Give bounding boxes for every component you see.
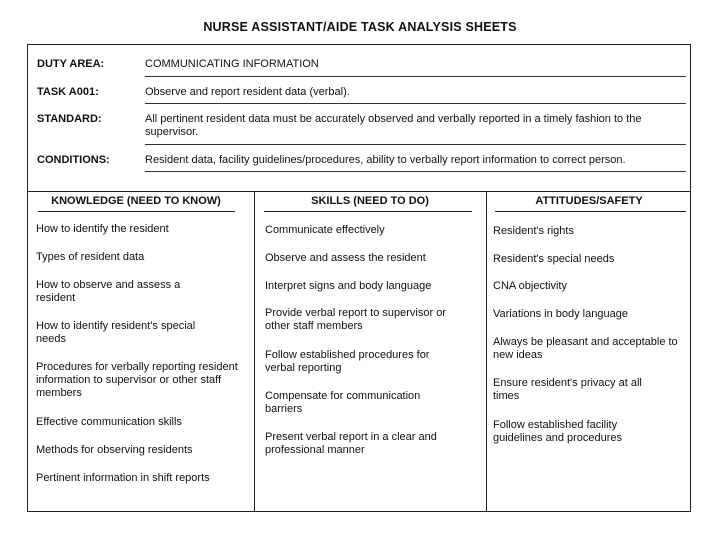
knowledge-column-header: KNOWLEDGE (NEED TO KNOW) <box>51 195 221 207</box>
attitudes-item: Variations in body language <box>493 308 628 320</box>
attitudes-column-header: ATTITUDES/SAFETY <box>535 195 643 207</box>
knowledge-item: Procedures for verbally reporting resident information to supervisor or other staff members <box>36 361 238 399</box>
knowledge-item: How to observe and assess a resident <box>36 279 181 304</box>
standard-label: STANDARD: <box>37 113 102 125</box>
attitudes-item: Follow established facility guidelines and procedures <box>493 419 623 444</box>
skills-item: Present verbal report in a clear and professional manner <box>265 431 437 456</box>
skills-item: Communicate effectively <box>265 224 385 236</box>
attitudes-item: Ensure resident's privacy at all times <box>493 377 642 402</box>
conditions-underline <box>145 171 686 172</box>
skills-item: Provide verbal report to supervisor or other staff members <box>265 307 446 332</box>
attitudes-item: Resident's special needs <box>493 253 615 265</box>
conditions-value: Resident data, facility guidelines/procedures, ability to verbally report information to correct person. <box>145 154 626 166</box>
section-divider <box>28 191 690 192</box>
attitudes-header-rule <box>495 211 686 212</box>
task-label: TASK A001: <box>37 86 99 98</box>
standard-underline <box>145 144 686 145</box>
attitudes-item: Resident's rights <box>493 225 574 237</box>
knowledge-item: Methods for observing residents <box>36 444 193 456</box>
skills-item: Follow established procedures for verbal reporting <box>265 349 430 374</box>
duty-area-label: DUTY AREA: <box>37 58 105 70</box>
knowledge-item: How to identify the resident <box>36 223 169 235</box>
skills-item: Interpret signs and body language <box>265 280 432 292</box>
knowledge-header-rule <box>38 211 235 212</box>
task-underline <box>145 103 686 104</box>
duty-area-underline <box>145 76 686 77</box>
skills-item: Observe and assess the resident <box>265 252 426 264</box>
task-value: Observe and report resident data (verbal). <box>145 86 350 98</box>
knowledge-item: Effective communication skills <box>36 416 182 428</box>
page-title: NURSE ASSISTANT/AIDE TASK ANALYSIS SHEETS <box>203 20 517 34</box>
knowledge-item: Types of resident data <box>36 251 145 263</box>
attitudes-item: CNA objectivity <box>493 280 567 292</box>
knowledge-item: Pertinent information in shift reports <box>36 472 210 484</box>
conditions-label: CONDITIONS: <box>37 154 110 166</box>
attitudes-item: Always be pleasant and acceptable to new ideas <box>493 336 678 361</box>
column-divider <box>486 191 487 511</box>
knowledge-item: How to identify resident's special needs <box>36 320 196 345</box>
column-divider <box>254 191 255 511</box>
duty-area-value: COMMUNICATING INFORMATION <box>145 58 319 70</box>
skills-column-header: SKILLS (NEED TO DO) <box>311 195 429 207</box>
skills-header-rule <box>264 211 472 212</box>
standard-value: All pertinent resident data must be accurately observed and verbally reported in a timely fashion to the supervisor. <box>145 113 642 138</box>
task-analysis-sheet <box>27 44 691 512</box>
skills-item: Compensate for communication barriers <box>265 390 421 415</box>
